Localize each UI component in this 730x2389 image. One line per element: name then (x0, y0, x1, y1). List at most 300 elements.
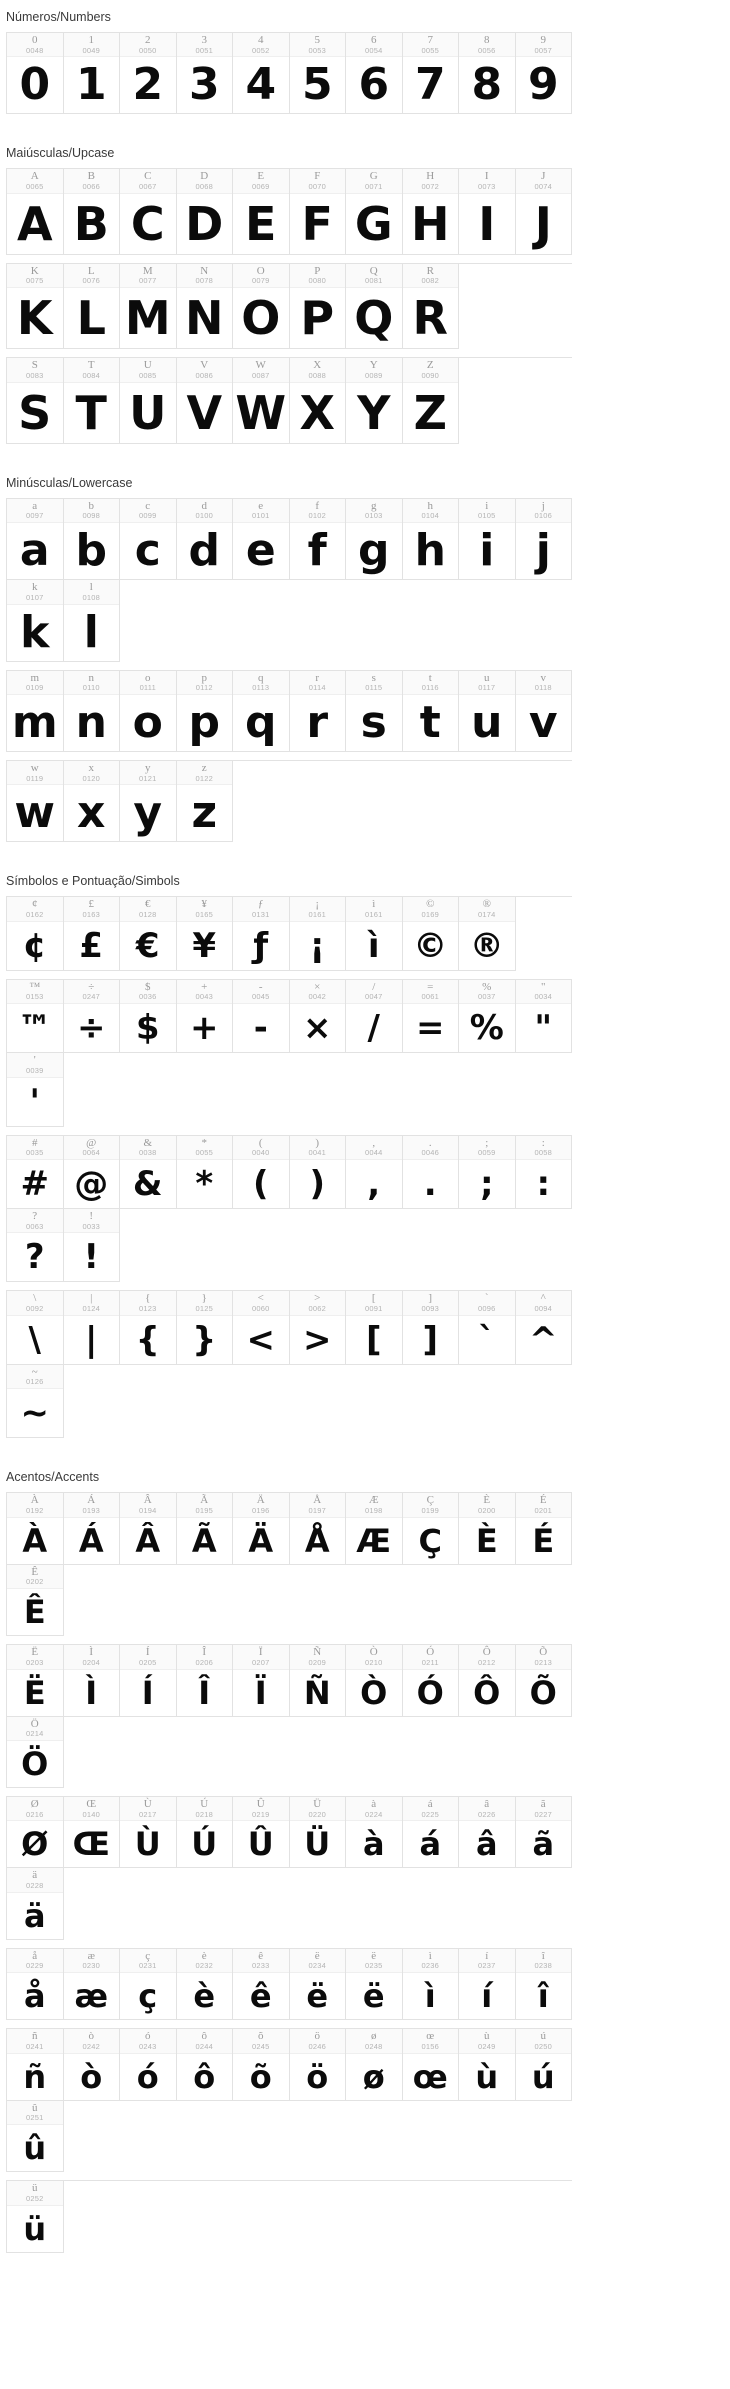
glyph-char-label: ` (484, 1292, 489, 1305)
glyph-meta (516, 1949, 572, 1973)
glyph-cell[interactable] (120, 33, 177, 114)
glyph-preview: ¡ (309, 925, 325, 966)
glyph-cell[interactable] (120, 671, 177, 752)
glyph-charcode: 0126 (26, 1377, 44, 1387)
glyph-preview: î (537, 1977, 549, 2016)
glyph-cell[interactable] (290, 358, 347, 443)
glyph-charcode: 0075 (26, 276, 44, 286)
glyph-cell[interactable] (233, 33, 290, 114)
glyph-meta (516, 1136, 572, 1160)
glyph-row (6, 760, 572, 842)
row-spacer (0, 1282, 730, 1290)
glyph-meta (177, 761, 233, 785)
glyph-preview: # (20, 1164, 49, 1205)
glyph-cell[interactable] (459, 1136, 516, 1209)
glyph-char-label: Í (145, 1646, 150, 1659)
glyph-cell[interactable] (177, 499, 234, 580)
glyph-cell[interactable] (403, 1645, 460, 1716)
glyph-preview: 8 (471, 59, 503, 111)
glyph-preview: p (188, 696, 220, 748)
glyph-meta (516, 33, 572, 57)
glyph-charcode: 0035 (26, 1148, 44, 1158)
glyph-cell[interactable] (516, 33, 573, 114)
glyph-preview: É (532, 1521, 555, 1560)
glyph-cell[interactable] (459, 169, 516, 254)
glyph-cell[interactable] (7, 358, 64, 443)
glyph-cell[interactable] (7, 1565, 64, 1636)
glyph-cell[interactable] (177, 761, 234, 842)
glyph-char-label: a (32, 499, 38, 512)
glyph-charcode: 0156 (421, 2041, 439, 2051)
glyph-cell[interactable] (233, 1949, 290, 2020)
glyph-meta (403, 980, 459, 1004)
glyph-cell[interactable] (516, 1136, 573, 1209)
glyph-cell[interactable] (177, 980, 234, 1053)
glyph-cell[interactable] (177, 264, 234, 349)
glyph-meta (64, 761, 120, 785)
glyph-cell[interactable] (346, 1949, 403, 2020)
glyph-charcode: 0091 (365, 1304, 383, 1314)
glyph-cell[interactable] (177, 671, 234, 752)
glyph-char-label: Î (202, 1646, 207, 1659)
glyph-meta (459, 1645, 515, 1669)
glyph-cell[interactable] (64, 1797, 121, 1868)
glyph-cell[interactable] (346, 897, 403, 970)
glyph-cell[interactable] (64, 897, 121, 970)
section-title: Números/Numbers (6, 10, 111, 24)
glyph-row (6, 263, 572, 349)
glyph-cell[interactable] (120, 1136, 177, 1209)
glyph-charcode: 0092 (26, 1304, 44, 1314)
glyph-meta (177, 980, 233, 1004)
glyph-cell[interactable] (7, 897, 64, 970)
glyph-preview: ã (532, 1825, 555, 1864)
glyph-cell[interactable] (346, 358, 403, 443)
glyph-cell[interactable] (233, 897, 290, 970)
glyph-charcode: 0084 (82, 370, 100, 380)
glyph-char-label: u (484, 671, 490, 684)
glyph-cell[interactable] (290, 671, 347, 752)
glyph-cell[interactable] (403, 980, 460, 1053)
glyph-cell[interactable] (516, 169, 573, 254)
glyph-cell[interactable] (233, 1645, 290, 1716)
glyph-charcode: 0219 (252, 1809, 270, 1819)
glyph-cell[interactable] (290, 499, 347, 580)
glyph-cell[interactable] (459, 897, 516, 970)
glyph-cell[interactable] (120, 358, 177, 443)
glyph-preview: q (245, 696, 277, 748)
row-spacer (0, 2253, 730, 2261)
glyph-cell[interactable] (290, 1797, 347, 1868)
glyph-char-label: W (255, 359, 266, 372)
glyph-meta (64, 2029, 120, 2053)
glyph-cell[interactable] (64, 1136, 121, 1209)
glyph-cell[interactable] (346, 1645, 403, 1716)
glyph-charcode: 0204 (82, 1657, 100, 1667)
glyph-char-label: Ç (426, 1494, 434, 1507)
glyph-cell[interactable] (403, 499, 460, 580)
glyph-cell[interactable] (516, 671, 573, 752)
glyph-charcode: 0106 (534, 511, 552, 521)
glyph-cell[interactable] (290, 980, 347, 1053)
glyph-row (6, 979, 572, 1127)
glyph-charcode: 0128 (139, 909, 157, 919)
glyph-preview: / (367, 1008, 380, 1049)
glyph-cell[interactable] (233, 358, 290, 443)
glyph-cell[interactable] (233, 671, 290, 752)
glyph-meta (64, 169, 120, 193)
glyph-char-label: o (145, 671, 151, 684)
glyph-cell[interactable] (459, 671, 516, 752)
glyph-charcode: 0081 (365, 276, 383, 286)
glyph-cell[interactable] (177, 2029, 234, 2100)
glyph-cell[interactable] (290, 897, 347, 970)
glyph-cell[interactable] (290, 169, 347, 254)
glyph-cell[interactable] (403, 671, 460, 752)
glyph-char-label: Ù (143, 1798, 152, 1811)
glyph-char-label: 5 (314, 34, 320, 46)
glyph-cell[interactable] (7, 1365, 64, 1438)
glyph-charcode: 0207 (252, 1657, 270, 1667)
glyph-preview: @ (74, 1164, 109, 1205)
glyph-cell[interactable] (233, 264, 290, 349)
glyph-cell[interactable] (233, 980, 290, 1053)
glyph-row (6, 1948, 572, 2020)
glyph-cell[interactable] (346, 671, 403, 752)
glyph-preview: € (135, 925, 160, 966)
glyph-cell[interactable] (64, 264, 121, 349)
glyph-cell[interactable] (290, 1949, 347, 2020)
glyph-preview: ® (469, 925, 504, 966)
glyph-preview: i (479, 525, 495, 577)
glyph-meta (120, 1949, 176, 1973)
glyph-preview: v (528, 696, 558, 748)
glyph-cell[interactable] (120, 897, 177, 970)
glyph-char-label: L (87, 264, 95, 277)
glyph-cell[interactable] (7, 1868, 64, 1939)
glyph-cell[interactable] (64, 1291, 121, 1364)
glyph-cell[interactable] (403, 1291, 460, 1364)
glyph-cell[interactable] (459, 499, 516, 580)
glyph-cell[interactable] (403, 33, 460, 114)
glyph-char-label: œ (426, 2030, 435, 2043)
glyph-cell[interactable] (7, 980, 64, 1053)
glyph-char-label: 2 (145, 34, 151, 46)
glyph-meta (64, 1797, 120, 1821)
glyph-cell[interactable] (7, 499, 64, 580)
glyph-cell[interactable] (459, 2029, 516, 2100)
glyph-cell[interactable] (120, 169, 177, 254)
glyph-cell[interactable] (177, 1797, 234, 1868)
glyph-charcode: 0039 (26, 1065, 44, 1075)
glyph-cell[interactable] (120, 1797, 177, 1868)
glyph-charcode: 0162 (26, 909, 44, 919)
glyph-charcode: 0087 (252, 370, 270, 380)
glyph-cell[interactable] (233, 499, 290, 580)
glyph-char-label: Ò (369, 1646, 378, 1659)
glyph-cell[interactable] (516, 1797, 573, 1868)
glyph-charcode: 0121 (139, 773, 157, 783)
glyph-cell[interactable] (233, 1291, 290, 1364)
glyph-charcode: 0102 (308, 511, 326, 521)
glyph-cell[interactable] (64, 980, 121, 1053)
glyph-char-label: ' (33, 1054, 36, 1067)
glyph-meta (64, 1136, 120, 1160)
glyph-cell[interactable] (346, 499, 403, 580)
glyph-meta (290, 2029, 346, 2053)
glyph-charcode: 0213 (534, 1657, 552, 1667)
glyph-preview: ^ (529, 1319, 558, 1360)
glyph-meta (120, 1291, 176, 1315)
glyph-cell[interactable] (177, 1493, 234, 1564)
glyph-cell[interactable] (403, 1136, 460, 1209)
glyph-char-label: * (201, 1136, 207, 1149)
glyph-cell[interactable] (120, 1493, 177, 1564)
glyph-meta (403, 33, 459, 57)
glyph-cell[interactable] (290, 1645, 347, 1716)
glyph-char-label: t (428, 671, 432, 684)
glyph-preview: | (85, 1319, 98, 1360)
glyph-cell[interactable] (459, 1493, 516, 1564)
glyph-charcode: 0033 (82, 1221, 100, 1231)
glyph-char-label: £ (88, 898, 94, 911)
glyph-cell[interactable] (290, 264, 347, 349)
glyph-charcode: 0124 (82, 1304, 100, 1314)
glyph-char-label: Ã (200, 1494, 209, 1507)
glyph-cell[interactable] (403, 1949, 460, 2020)
glyph-preview: B (73, 196, 109, 251)
glyph-cell[interactable] (120, 1949, 177, 2020)
glyph-preview: ö (306, 2057, 329, 2096)
glyph-cell[interactable] (403, 169, 460, 254)
glyph-cell[interactable] (64, 169, 121, 254)
glyph-cell[interactable] (516, 2029, 573, 2100)
glyph-cell[interactable] (459, 980, 516, 1053)
glyph-charcode: 0071 (365, 181, 383, 191)
glyph-char-label: s (371, 671, 376, 684)
row-spacer (0, 444, 730, 452)
glyph-cell[interactable] (120, 980, 177, 1053)
glyph-meta (233, 1136, 289, 1160)
glyph-cell[interactable] (459, 33, 516, 114)
glyph-cell[interactable] (346, 2029, 403, 2100)
glyph-cell[interactable] (7, 264, 64, 349)
glyph-meta (64, 1209, 120, 1233)
glyph-cell[interactable] (7, 2029, 64, 2100)
glyph-cell[interactable] (7, 580, 64, 661)
glyph-cell[interactable] (346, 1136, 403, 1209)
glyph-cell[interactable] (120, 2029, 177, 2100)
glyph-preview: û (23, 2129, 47, 2168)
glyph-cell[interactable] (64, 1645, 121, 1716)
glyph-cell[interactable] (7, 1949, 64, 2020)
glyph-char-label: á (427, 1798, 433, 1811)
glyph-cell[interactable] (516, 1493, 573, 1564)
glyph-preview: Ê (23, 1593, 46, 1632)
glyph-meta (290, 499, 346, 523)
glyph-cell[interactable] (7, 169, 64, 254)
glyph-cell[interactable] (233, 1797, 290, 1868)
glyph-cell[interactable] (459, 1645, 516, 1716)
glyph-meta (403, 1797, 459, 1821)
glyph-cell[interactable] (7, 1291, 64, 1364)
glyph-preview: ¥ (192, 925, 217, 966)
glyph-cell[interactable] (233, 1136, 290, 1209)
glyph-meta (120, 499, 176, 523)
glyph-char-label: Ü (313, 1798, 322, 1811)
glyph-cell[interactable] (403, 2029, 460, 2100)
glyph-meta (7, 2181, 63, 2205)
glyph-char-label: î (541, 1949, 545, 1962)
glyph-cell[interactable] (7, 1717, 64, 1788)
glyph-char-label: É (539, 1494, 547, 1507)
glyph-char-label: È (483, 1494, 491, 1507)
glyph-cell[interactable] (233, 1493, 290, 1564)
glyph-cell[interactable] (516, 499, 573, 580)
glyph-cell[interactable] (346, 1797, 403, 1868)
glyph-meta (177, 897, 233, 921)
glyph-cell[interactable] (120, 1291, 177, 1364)
glyph-cell[interactable] (177, 358, 234, 443)
glyph-cell[interactable] (120, 1645, 177, 1716)
glyph-cell[interactable] (290, 33, 347, 114)
glyph-cell[interactable] (516, 1291, 573, 1364)
glyph-cell[interactable] (459, 1797, 516, 1868)
glyph-preview: j (535, 525, 551, 577)
glyph-cell[interactable] (64, 761, 121, 842)
glyph-cell[interactable] (346, 169, 403, 254)
glyph-charcode: 0243 (139, 2041, 157, 2051)
glyph-cell[interactable] (177, 1949, 234, 2020)
glyph-cell[interactable] (403, 897, 460, 970)
glyph-cell[interactable] (403, 1493, 460, 1564)
glyph-meta (346, 1291, 402, 1315)
glyph-cell[interactable] (516, 1645, 573, 1716)
glyph-cell[interactable] (7, 1053, 64, 1126)
glyph-meta (346, 264, 402, 288)
glyph-meta (290, 980, 346, 1004)
glyph-cell[interactable] (177, 897, 234, 970)
glyph-cell[interactable] (177, 1291, 234, 1364)
glyph-cell[interactable] (7, 1645, 64, 1716)
glyph-charcode: 0227 (534, 1809, 552, 1819)
glyph-char-label: Ô (482, 1646, 491, 1659)
glyph-row (6, 32, 572, 114)
glyph-char-label: H (426, 170, 435, 183)
glyph-cell[interactable] (64, 580, 121, 661)
glyph-cell[interactable] (7, 671, 64, 752)
glyph-cell[interactable] (459, 1291, 516, 1364)
glyph-cell[interactable] (403, 358, 460, 443)
glyph-charcode: 0205 (139, 1657, 157, 1667)
glyph-meta (516, 980, 572, 1004)
glyph-cell[interactable] (290, 1291, 347, 1364)
glyph-cell[interactable] (459, 1949, 516, 2020)
glyph-cell[interactable] (64, 671, 121, 752)
glyph-cell[interactable] (516, 980, 573, 1053)
glyph-cell[interactable] (516, 1949, 573, 2020)
glyph-meta (7, 1868, 63, 1892)
glyph-cell[interactable] (290, 1136, 347, 1209)
glyph-charcode: 0055 (195, 1148, 213, 1158)
glyph-charcode: 0079 (252, 276, 270, 286)
glyph-cell[interactable] (403, 264, 460, 349)
glyph-char-label: Á (87, 1494, 96, 1507)
glyph-charcode: 0097 (26, 511, 44, 521)
section-title: Acentos/Accents (6, 1470, 100, 1485)
glyph-cell[interactable] (64, 1493, 121, 1564)
glyph-cell[interactable] (346, 264, 403, 349)
glyph-char-label: à (371, 1798, 377, 1811)
glyph-charcode: 0237 (478, 1961, 496, 1971)
glyph-charcode: 0040 (252, 1148, 270, 1158)
glyph-cell[interactable] (346, 1493, 403, 1564)
glyph-charcode: 0195 (195, 1505, 213, 1515)
glyph-char-label: y (145, 761, 151, 774)
glyph-cell[interactable] (7, 1493, 64, 1564)
glyph-charcode: 0060 (252, 1304, 270, 1314)
glyph-char-label: Ë (31, 1646, 39, 1659)
glyph-cell[interactable] (233, 2029, 290, 2100)
glyph-preview: Á (78, 1521, 104, 1560)
glyph-cell[interactable] (64, 499, 121, 580)
glyph-cell[interactable] (7, 2101, 64, 2172)
glyph-charcode: 0094 (534, 1304, 552, 1314)
glyph-cell[interactable] (346, 1291, 403, 1364)
glyph-cell[interactable] (346, 980, 403, 1053)
glyph-cell[interactable] (346, 33, 403, 114)
glyph-preview: œ (412, 2057, 448, 2096)
glyph-cell[interactable] (403, 1797, 460, 1868)
glyph-char-label: d (201, 499, 207, 512)
glyph-cell[interactable] (64, 2029, 121, 2100)
glyph-cell[interactable] (120, 499, 177, 580)
glyph-cell[interactable] (7, 1209, 64, 1282)
glyph-cell[interactable] (64, 1209, 121, 1282)
glyph-cell[interactable] (7, 761, 64, 842)
glyph-cell[interactable] (290, 1493, 347, 1564)
glyph-cell[interactable] (120, 761, 177, 842)
glyph-char-label: ì (372, 898, 376, 911)
glyph-cell[interactable] (120, 264, 177, 349)
glyph-preview: Ó (416, 1673, 444, 1712)
glyph-cell[interactable] (64, 1949, 121, 2020)
glyph-cell[interactable] (64, 358, 121, 443)
glyph-preview: ? (24, 1237, 45, 1278)
glyph-charcode: 0131 (252, 909, 270, 919)
glyph-cell[interactable] (177, 1645, 234, 1716)
glyph-cell[interactable] (290, 2029, 347, 2100)
glyph-cell[interactable] (64, 33, 121, 114)
glyph-cell[interactable] (233, 169, 290, 254)
glyph-cell[interactable] (177, 33, 234, 114)
glyph-char-label: 7 (427, 34, 433, 46)
glyph-char-label: = (427, 980, 434, 993)
glyph-char-label: ä (32, 1869, 38, 1882)
glyph-cell[interactable] (177, 1136, 234, 1209)
glyph-char-label: / (372, 980, 376, 993)
glyph-cell[interactable] (7, 2181, 64, 2252)
glyph-charcode: 0233 (252, 1961, 270, 1971)
glyph-preview: ( (252, 1164, 269, 1205)
glyph-cell[interactable] (7, 1797, 64, 1868)
glyph-charcode: 0206 (195, 1657, 213, 1667)
glyph-cell[interactable] (7, 33, 64, 114)
glyph-char-label: Ú (200, 1798, 209, 1811)
glyph-preview: ƒ (253, 925, 269, 966)
glyph-cell[interactable] (7, 1136, 64, 1209)
glyph-cell[interactable] (177, 169, 234, 254)
